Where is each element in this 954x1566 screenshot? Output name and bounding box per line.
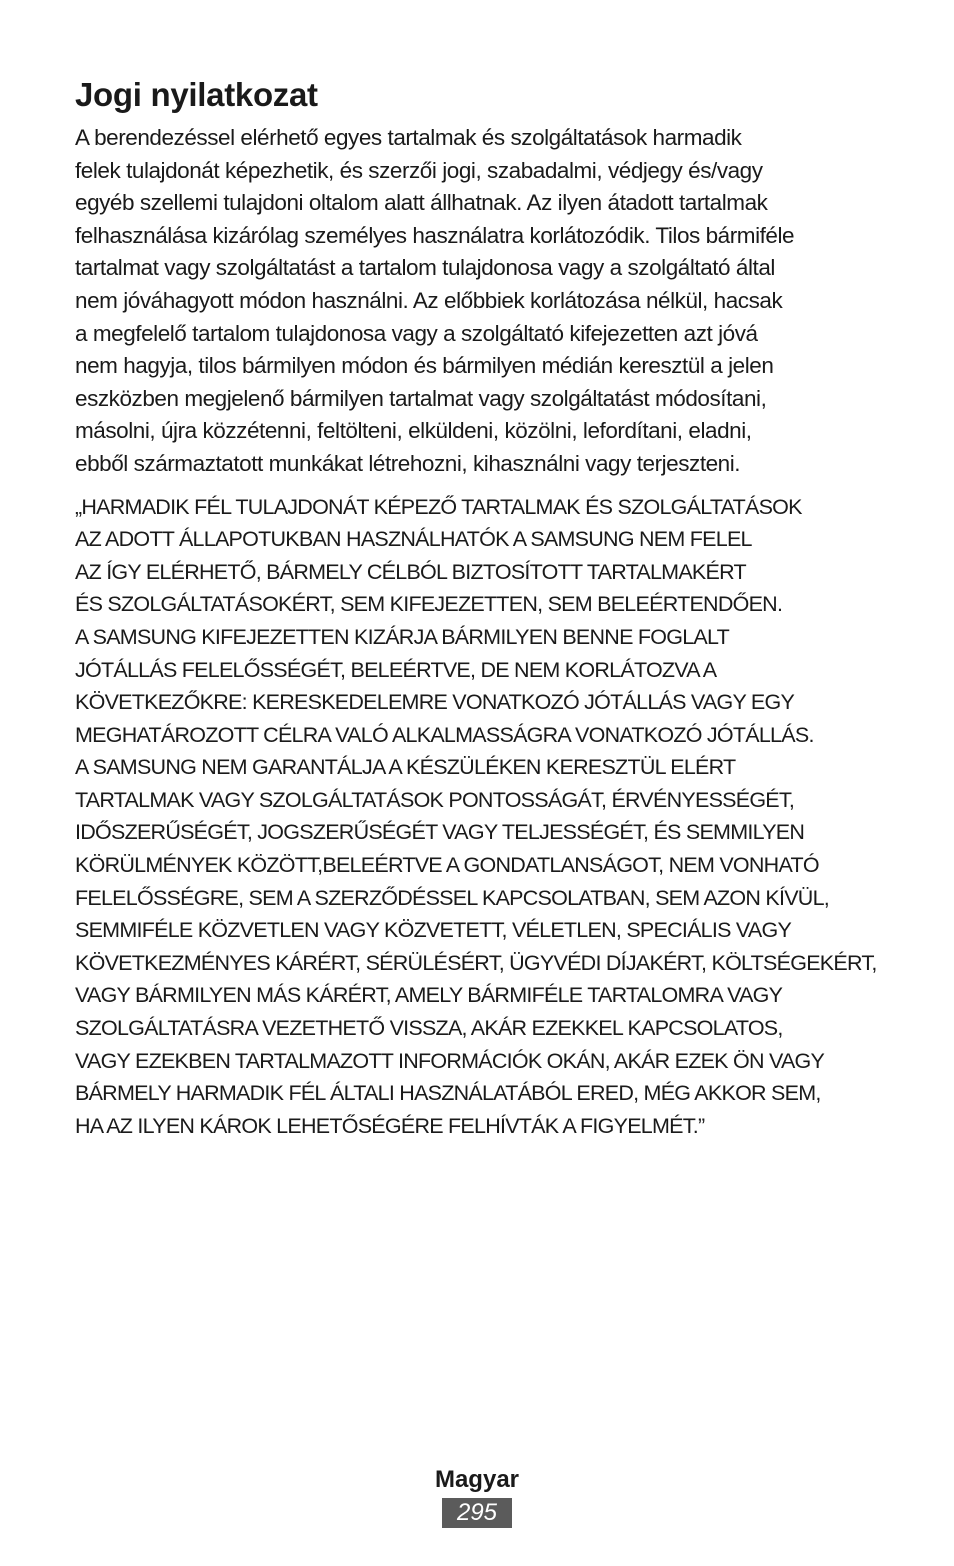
disclaimer-line: VAGY EZEKBEN TARTALMAZOTT INFORMÁCIÓK OKÁN, AKÁR EZEK ÖN VAGY: [75, 1048, 825, 1073]
disclaimer-paragraph: [75, 491, 887, 1143]
disclaimer-line: IDŐSZERŰSÉGÉT, JOGSZERŰSÉGÉT VAGY TELJESSÉGÉT, ÉS SEMMILYEN: [75, 820, 805, 845]
disclaimer-line: KÖRÜLMÉNYEK KÖZÖTT,BELEÉRTVE A GONDATLANSÁGOT, NEM VONHATÓ: [75, 853, 819, 878]
disclaimer-line: KÖVETKEZŐKRE: KERESKEDELEMRE VONATKOZÓ JÓTÁLLÁS VAGY EGY: [75, 690, 795, 715]
disclaimer-line: JÓTÁLLÁS FELELŐSSÉGÉT, BELEÉRTVE, DE NEM KORLÁTOZVA A: [75, 657, 717, 682]
footer-language: Magyar: [434, 1466, 520, 1493]
paragraph-line: A berendezéssel elérhető egyes tartalmak és szolgáltatások harmadik: [75, 125, 742, 150]
disclaimer-line: HA AZ ILYEN KÁROK LEHETŐSÉGÉRE FELHÍVTÁK A FIGYELMÉT.”: [75, 1113, 705, 1138]
paragraph-line: egyéb szellemi tulajdoni oltalom alatt állhatnak. Az ilyen átadott tartalmak: [75, 190, 768, 216]
page-title: Jogi nyilatkozat: [75, 76, 318, 113]
paragraph-line: ebből származtatott munkákat létrehozni, kihasználni vagy terjeszteni.: [75, 450, 741, 476]
paragraph-line: a megfelelő tartalom tulajdonosa vagy a szolgáltató kifejezetten azt jóvá: [75, 320, 758, 346]
page-footer: [0, 1465, 954, 1528]
paragraph-line: felhasználása kizárólag személyes használatra korlátozódik. Tilos bármiféle: [75, 222, 795, 248]
disclaimer-line: AZ ÍGY ELÉRHETŐ, BÁRMELY CÉLBÓL BIZTOSÍTOTT TARTALMAKÉRT: [75, 559, 746, 584]
paragraph-line: felek tulajdonát képezhetik, és szerzői jogi, szabadalmi, védjegy és/vagy: [75, 157, 763, 183]
page-content: [75, 76, 887, 1142]
disclaimer-line: SZOLGÁLTATÁSRA VEZETHETŐ VISSZA, AKÁR EZEKKEL KAPCSOLATOS,: [75, 1016, 783, 1041]
disclaimer-line: KÖVETKEZMÉNYES KÁRÉRT, SÉRÜLÉSÉRT, ÜGYVÉDI DÍJAKÉRT, KÖLTSÉGEKÉRT,: [75, 950, 877, 975]
disclaimer-line: AZ ADOTT ÁLLAPOTUKBAN HASZNÁLHATÓK A SAMSUNG NEM FELEL: [75, 527, 752, 552]
page-number: 295: [442, 1498, 512, 1528]
disclaimer-line: „HARMADIK FÉL TULAJDONÁT KÉPEZŐ TARTALMAK ÉS SZOLGÁLTATÁSOK: [75, 494, 802, 519]
disclaimer-line: A SAMSUNG NEM GARANTÁLJA A KÉSZÜLÉKEN KERESZTÜL ELÉRT: [75, 755, 736, 780]
legal-paragraph: [75, 122, 887, 481]
disclaimer-line: TARTALMAK VAGY SZOLGÁLTATÁSOK PONTOSSÁGÁT, ÉRVÉNYESSÉGÉT,: [75, 787, 795, 812]
disclaimer-line: FELELŐSSÉGRE, SEM A SZERZŐDÉSSEL KAPCSOLATBAN, SEM AZON KÍVÜL,: [75, 885, 830, 910]
paragraph-line: eszközben megjelenő bármilyen tartalmat vagy szolgáltatást módosítani,: [75, 385, 767, 411]
disclaimer-line: SEMMIFÉLE KÖZVETLEN VAGY KÖZVETETT, VÉLETLEN, SPECIÁLIS VAGY: [75, 918, 792, 943]
disclaimer-line: BÁRMELY HARMADIK FÉL ÁLTALI HASZNÁLATÁBÓL ERED, MÉG AKKOR SEM,: [75, 1081, 821, 1106]
disclaimer-line: ÉS SZOLGÁLTATÁSOKÉRT, SEM KIFEJEZETTEN, SEM BELEÉRTENDŐEN.: [75, 592, 783, 617]
disclaimer-line: MEGHATÁROZOTT CÉLRA VALÓ ALKALMASSÁGRA VONATKOZÓ JÓTÁLLÁS.: [75, 722, 814, 747]
disclaimer-line: VAGY BÁRMILYEN MÁS KÁRÉRT, AMELY BÁRMIFÉLE TARTALOMRA VAGY: [75, 983, 783, 1008]
paragraph-line: tartalmat vagy szolgáltatást a tartalom tulajdonosa vagy a szolgáltató által: [75, 255, 775, 281]
paragraph-line: másolni, újra közzétenni, feltölteni, elküldeni, közölni, lefordítani, eladni,: [75, 418, 752, 444]
disclaimer-line: A SAMSUNG KIFEJEZETTEN KIZÁRJA BÁRMILYEN BENNE FOGLALT: [75, 624, 730, 649]
paragraph-line: nem jóváhagyott módon használni. Az előbbiek korlátozása nélkül, hacsak: [75, 287, 783, 313]
paragraph-line: nem hagyja, tilos bármilyen módon és bármilyen médián keresztül a jelen: [75, 353, 774, 379]
